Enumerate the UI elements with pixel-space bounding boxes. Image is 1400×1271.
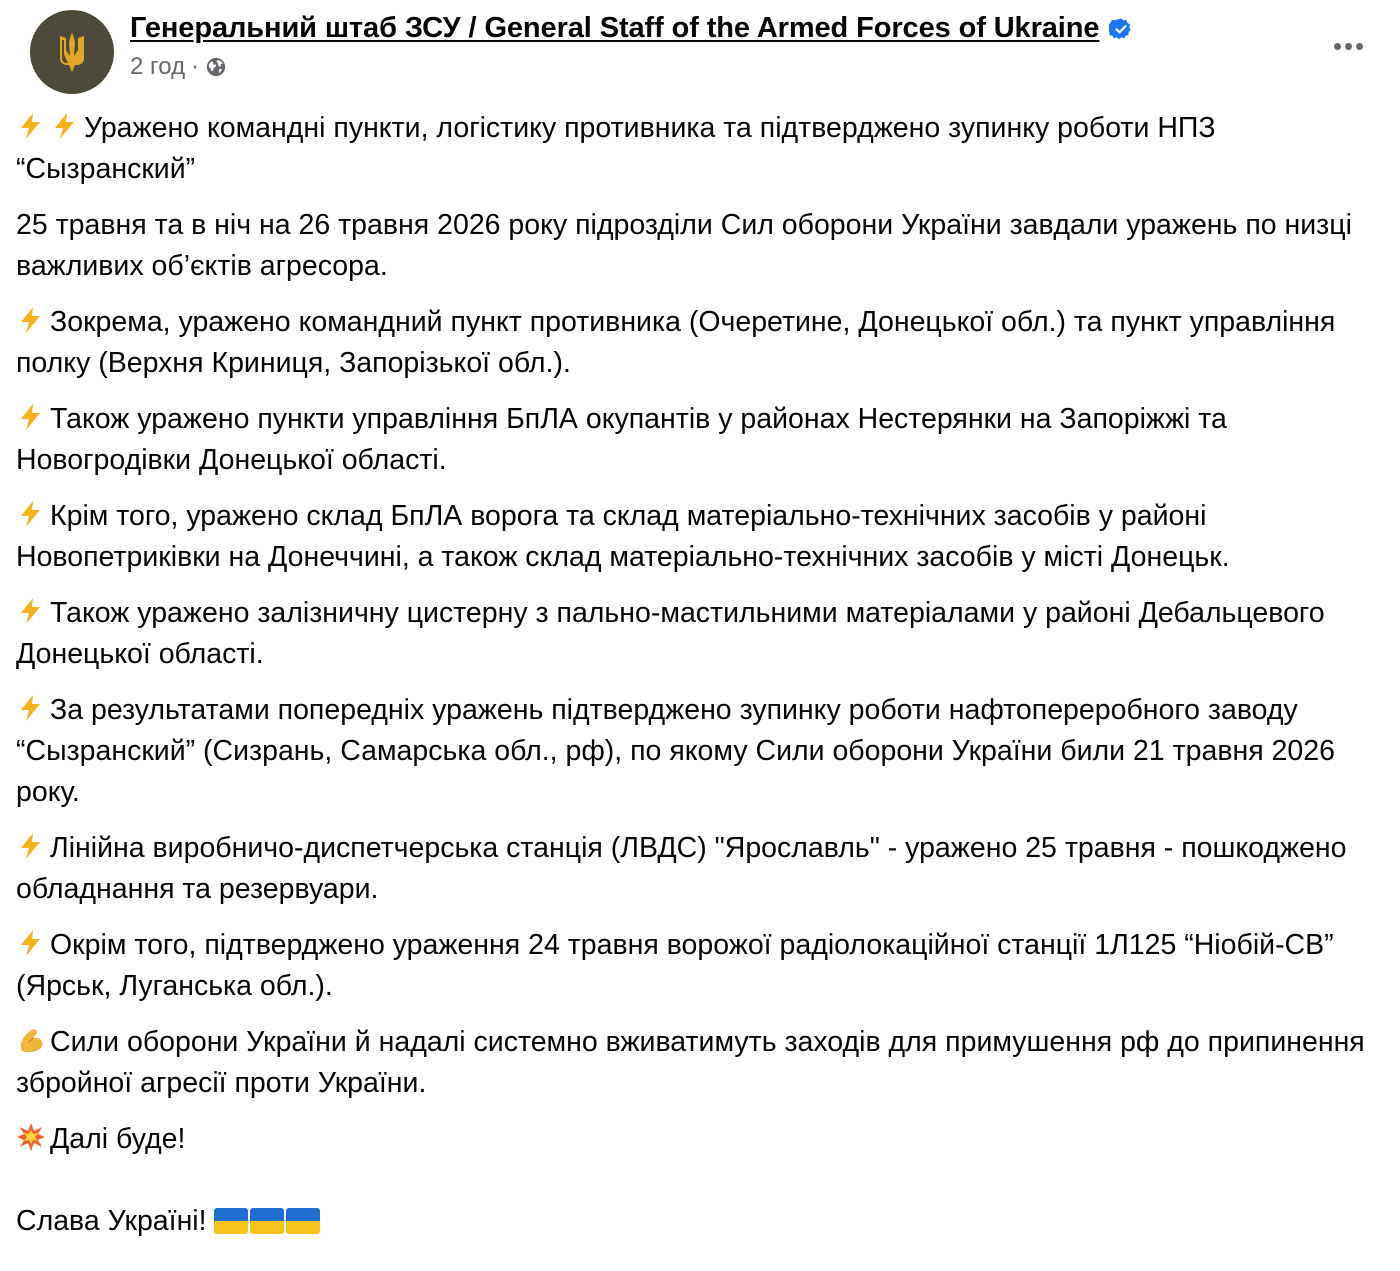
flexed-biceps-emoji — [16, 1025, 46, 1055]
ukraine-flag-emoji — [250, 1208, 284, 1234]
lightning-emoji — [16, 499, 46, 529]
post-text: Зокрема, уражено командний пункт противника (Очеретине, Донецької обл.) та пункт управління полку (Верхня Криниця, Запорізької обл.). — [16, 306, 1336, 379]
post-text: Сили оборони України й надалі системно вживатимуть заходів для примушення рф до припинення збройної агресії проти України. — [16, 1026, 1365, 1099]
globe-icon — [205, 56, 227, 78]
post-text: Крім того, уражено склад БпЛА ворога та склад матеріально-технічних засобів у районі Новопетриківки на Донеччині, а також склад матеріально-технічних засобів у місті Донецьк. — [16, 500, 1230, 573]
lightning-emoji — [16, 402, 46, 432]
post-timestamp[interactable]: 2 год — [130, 53, 186, 80]
ukraine-flag-emoji — [286, 1208, 320, 1234]
lightning-emoji — [16, 831, 46, 861]
author-block — [130, 12, 1133, 81]
post-text: Окрім того, підтверджено ураження 24 травня ворожої радіолокаційної станції 1Л125 “Ніобій-СВ” (Ярськ, Луганська обл.). — [16, 929, 1334, 1002]
collision-emoji — [16, 1122, 46, 1152]
post-paragraph-10 — [16, 1022, 1394, 1104]
ukraine-flag-emoji — [16, 1167, 50, 1193]
post-text: Також уражено пункти управління БпЛА окупантів у районах Нестерянки на Запоріжжі та Новогродівки Донецької області. — [16, 403, 1227, 476]
post-text: Далі буде! — [50, 1123, 186, 1155]
post-body — [16, 108, 1394, 1271]
lightning-emoji — [16, 111, 46, 141]
author-row — [130, 12, 1133, 45]
lightning-emoji — [50, 111, 80, 141]
post-text: Лінійна виробничо-диспетчерська станція (ЛВДС) "Ярославль" - уражено 25 травня - пошкоджено обладнання та резервуари. — [16, 832, 1347, 905]
post-paragraph-7 — [16, 690, 1394, 813]
post-header — [16, 0, 1384, 100]
post-paragraph-2 — [16, 205, 1394, 287]
post-text: 25 травня та в ніч на 26 травня 2026 року підрозділи Сил оборони України завдали уражень по низці важливих об’єктів агресора. — [16, 209, 1352, 282]
post-paragraph-5 — [16, 496, 1394, 578]
post-text: Також уражено залізничну цистерну з пально-мастильними матеріалами у районі Дебальцевого Донецької області. — [16, 597, 1325, 670]
post-paragraph-9 — [16, 925, 1394, 1007]
lightning-emoji — [16, 693, 46, 723]
post-paragraph-11 — [16, 1119, 1394, 1160]
trident-icon — [48, 28, 96, 76]
lightning-emoji — [16, 928, 46, 958]
post-paragraph-8 — [16, 828, 1394, 910]
post-meta — [130, 53, 1133, 81]
post-text: Уражено командні пункти, логістику противника та підтверджено зупинку роботи НПЗ “Сызранский” — [16, 112, 1216, 185]
post-paragraph-3 — [16, 302, 1394, 384]
more-options-icon[interactable] — [1326, 28, 1370, 64]
meta-separator: · — [191, 53, 200, 80]
post-text: За результатами попередніх уражень підтверджено зупинку роботи нафтопереробного заводу “Сызранский” (Сизрань, Самарська обл., рф), по якому Сили оборони України били 21 травня 2026 року. — [16, 694, 1335, 808]
author-name-link[interactable]: Генеральний штаб ЗСУ / General Staff of the Armed Forces of Ukraine — [130, 12, 1100, 44]
post-text: Слава Україні! — [16, 1205, 207, 1237]
verified-badge-icon — [1109, 17, 1133, 41]
post-paragraph-1 — [16, 108, 1394, 190]
post-paragraph-4 — [16, 399, 1394, 481]
page-avatar[interactable] — [30, 10, 114, 94]
lightning-emoji — [16, 305, 46, 335]
lightning-emoji — [16, 596, 46, 626]
ukraine-flag-emoji — [214, 1208, 248, 1234]
post-paragraph-12 — [16, 1160, 1394, 1201]
post-paragraph-6 — [16, 593, 1394, 675]
